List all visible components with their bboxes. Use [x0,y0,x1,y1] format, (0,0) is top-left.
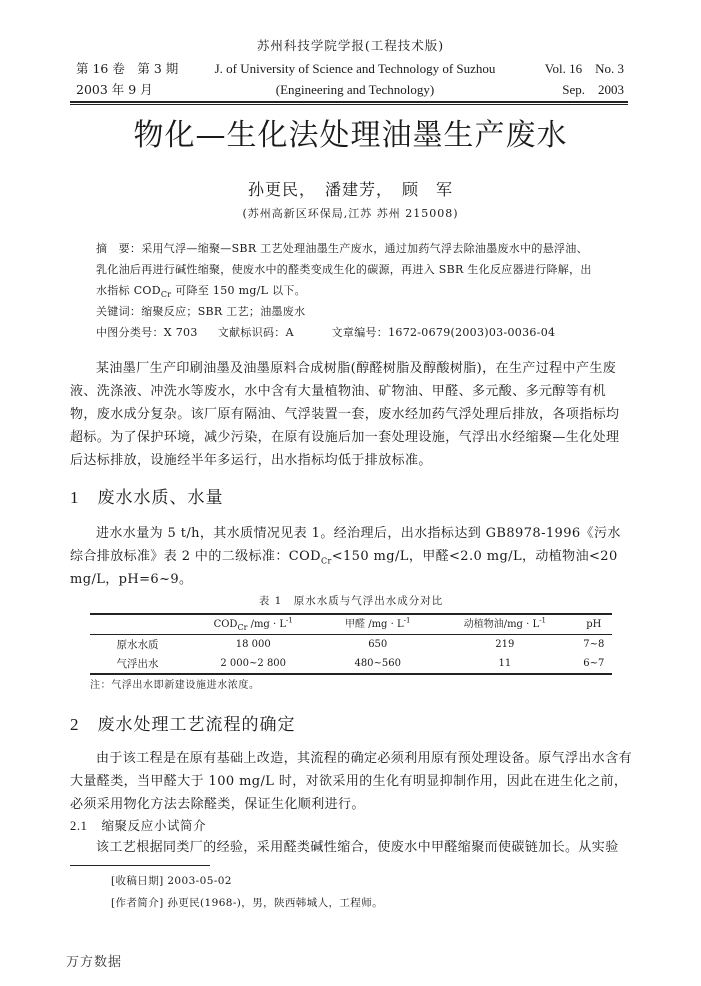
author-bio-label: [作者简介] [111,897,164,909]
author-bio: 孙更民(1968-)，男，陕西韩城人，工程师。 [167,897,384,909]
section-2-title: 废水处理工艺流程的确定 [97,715,296,735]
subsection-2-1-paragraph: 该工艺根据同类厂的经验，采用醛类碱性缩合，使废水中甲醛缩聚而使碳链加长。从实验 [96,840,619,855]
article-number: 文章编号：1672-0679(2003)03-0036-04 [331,326,556,339]
wanfang-watermark: 万方数据 [66,955,123,970]
journal-name-cn: 苏州科技学院学报(工程技术版) [256,38,445,53]
classification-row [96,322,632,343]
received-date: 2003-05-02 [167,875,232,887]
section-1-text-b: <150 mg/L，甲醛<2.0 mg/L，动植物油<20 mg/L，pH=6~9。 [70,549,618,587]
intro-paragraph: 某油墨厂生产印刷油墨及油墨原料合成树脂(醇醛树脂及醇酸树脂)，在生产过程中产生废液、洗涤液、冲洗水等废水，水中含有大量植物油、矿物油、甲醛、多元酸、多元醇等有机物，废水成分复杂。该厂原有隔油、气浮装置一套，废水经加药气浮处理后排放，各项指标均超标。为了保护环境，减少污染，在原有设施后加一套处理设施，气浮出水经缩聚—生化处理后达标排放，设施经半年多运行，出水指标均低于排放标准。 [70,361,620,468]
row-label: 气浮出水 [116,657,159,670]
header-row-1 [76,61,624,77]
volume-issue-cn: 第 16 卷 第 3 期 [76,61,179,76]
footnote-author [111,892,632,914]
article-body [70,238,632,914]
received-label: [收稿日期] [111,875,164,887]
cell-cod: 18 000 [235,638,271,650]
cell-oil: 11 [498,657,512,669]
header-rule-thick [70,101,628,103]
section-2-paragraph: 由于该工程是在原有基础上改造，其流程的确定必须利用原有预处理设备。原气浮出水含有大量醛类，当甲醛大于 100 mg/L 时，对欲采用的生化有明显抑制作用，因此在进生化之前，必须采用物化方法去除醛类，保证生化顺利进行。 [70,751,633,812]
article-title: 物化—生化法处理油墨生产废水 [133,118,568,153]
clc-number: 中图分类号：X 703 [96,326,198,339]
header-cod [185,614,321,635]
cod-subscript: Cr [160,290,172,300]
table-row [90,654,612,674]
header-oil-sup: -1 [539,616,546,625]
cell-oil: 219 [495,638,515,650]
cell-formaldehyde: 480~560 [354,657,402,669]
abstract-line-1: 摘 要：采用气浮—缩聚—SBR 工艺处理油墨生产废水，通过加药气浮去除油墨废水中的悬浮油、 [96,242,588,255]
abstract-line-3-start: 水指标 COD [96,284,161,297]
footnote-received [111,870,632,892]
subsection-2-1-title: 缩聚反应小试简介 [101,818,207,833]
abstract-line-2: 乳化油后再进行碱性缩聚，使废水中的醛类变成生化的碳源，再进入 SBR 生化反应器进行降解，出 [96,263,592,276]
header-cod-unit: /mg · L [247,618,287,630]
author-affiliation: (苏州高新区环保局,江苏 苏州 215008) [242,207,459,220]
table-row [90,635,612,655]
cod-subscript: Cr [320,556,332,566]
header-cod-sup: -1 [286,616,293,625]
header-oil-label: 动植物油/mg · L [463,618,540,630]
subsection-2-1-heading [70,816,632,836]
cell-formaldehyde: 650 [368,638,388,650]
header-cod-label: COD [213,618,238,630]
article-authors: 孙更民， 潘建芳， 顾 军 [247,180,453,199]
subsection-2-1-number: 2.1 [70,819,88,833]
section-1-paragraph [70,522,632,591]
table-1 [90,613,612,675]
header-ph: pH [586,618,602,630]
document-code: 文献标识码：A [217,326,294,339]
cell-ph: 6~7 [583,657,605,669]
date-cn: 2003 年 9 月 [76,82,153,97]
journal-subtitle-en: (Engineering and Technology) [275,82,435,97]
cell-ph: 7~8 [583,638,605,650]
abstract-line-3-end: 可降至 150 mg/L 以下。 [171,284,306,297]
table-header-row [90,614,612,635]
header-formaldehyde-label: 甲醛 /mg · L [345,618,404,630]
abstract-line-3 [96,280,632,301]
date-en: Sep. 2003 [562,82,624,97]
header-row-2 [76,82,624,98]
section-1-heading [70,486,632,510]
table-1-caption: 表 1 原水水质与气浮出水成分对比 [258,595,444,607]
section-1-text-a: 进水水量为 5 t/h，其水质情况见表 1。经治理后，出水指标达到 GB8978-1996《污水综合排放标准》表 2 中的二级标准：COD [70,526,621,564]
header-empty [90,614,185,635]
cell-cod: 2 000~2 800 [220,657,287,669]
keywords: 关键词：缩聚反应；SBR 工艺；油墨废水 [96,305,306,318]
journal-name-en: J. of University of Science and Technology of Suzhou [214,61,496,76]
footnote-rule [70,865,210,866]
header-formaldehyde [321,614,434,635]
row-label: 原水水质 [116,638,159,651]
section-1-number: 1 [70,488,80,507]
header-formaldehyde-sup: -1 [403,616,411,625]
header-oil [434,614,576,635]
section-2-number: 2 [70,715,80,734]
table-1-note: 注：气浮出水即新建设施进水浓度。 [90,680,260,691]
abstract-block [96,238,632,343]
section-1-title: 废水水质、水量 [97,488,224,508]
header-cod-sub: Cr [237,622,248,632]
section-2-heading [70,713,632,737]
volume-issue-en: Vol. 16 No. 3 [544,61,624,76]
header-rule-thin [70,104,628,105]
